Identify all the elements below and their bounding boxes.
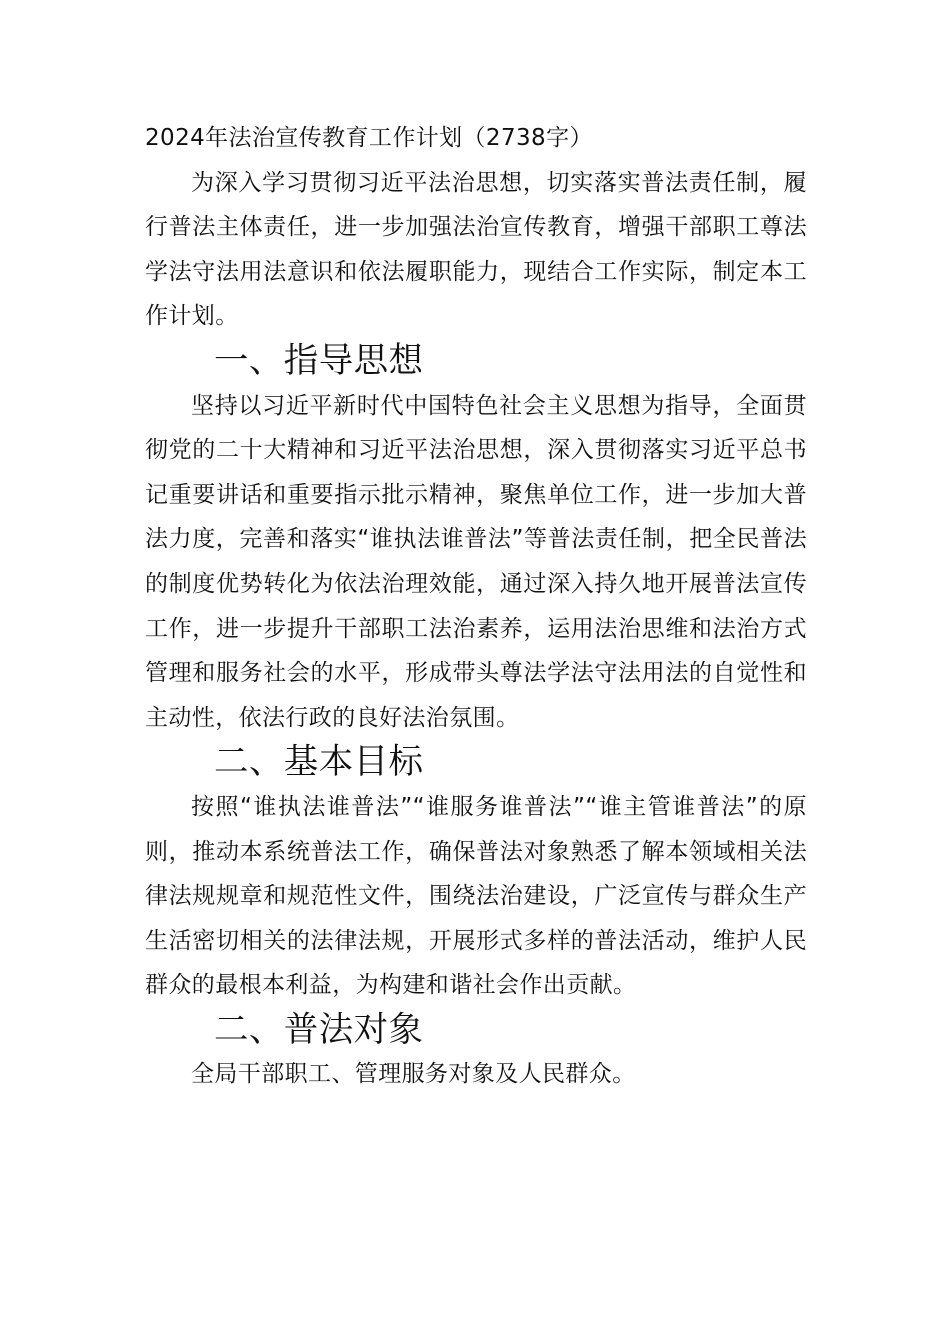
- intro-paragraph: 为深入学习贯彻习近平法治思想，切实落实普法责任制，履行普法主体责任，进一步加强法治宣传教育，增强干部职工尊法学法守法用法意识和依法履职能力，现结合工作实际，制定本工作计划。: [145, 169, 807, 330]
- section-heading-basic-goals: 二、基本目标: [214, 742, 424, 783]
- document-title: 2024年法治宣传教育工作计划（2738字）: [145, 125, 593, 151]
- section-body-basic-goals: 按照“谁执法谁普法”“谁服务谁普法”“谁主管谁普法”的原则，推动本系统普法工作，确保普法对象熟悉了解本领域相关法律法规规章和规范性文件，围绕法治建设，广泛宣传与群众生产生活密切相关的法律法规，开展形式多样的普法活动，维护人民群众的最根本利益，为构建和谐社会作出贡献。: [145, 793, 807, 999]
- section-body-target-audience: 全局干部职工、管理服务对象及人民群众。: [191, 1061, 636, 1088]
- section-heading-target-audience: 二、普法对象: [214, 1009, 424, 1050]
- section-body-guiding-thought: 坚持以习近平新时代中国特色社会主义思想为指导，全面贯彻党的二十大精神和习近平法治思想，深入贯彻落实习近平总书记重要讲话和重要指示批示精神，聚焦单位工作，进一步加大普法力度，完善和落实“谁执法谁普法”等普法责任制，把全民普法的制度优势转化为依法治理效能，通过深入持久地开展普法宣传工作，进一步提升干部职工法治素养，运用法治思维和法治方式管理和服务社会的水平，形成带头尊法学法守法用法的自觉性和主动性，依法行政的良好法治氛围。: [145, 392, 807, 731]
- section-heading-guiding-thought: 一、指导思想: [214, 340, 424, 381]
- document-body: [145, 116, 807, 1097]
